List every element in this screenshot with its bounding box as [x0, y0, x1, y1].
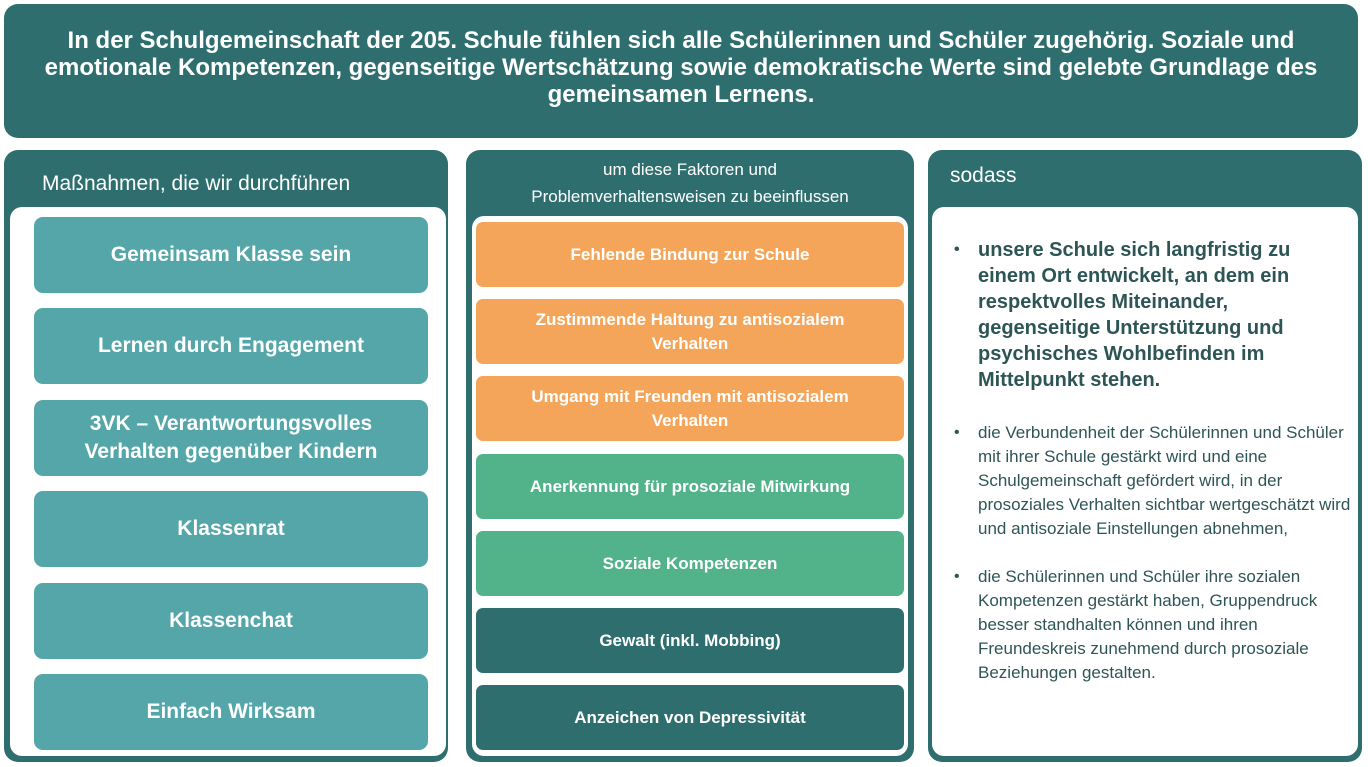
measure-item: Klassenrat — [34, 491, 428, 567]
factor-item: Soziale Kompetenzen — [476, 531, 904, 596]
bullet-dot-icon: • — [954, 241, 960, 258]
vision-text: In der Schulgemeinschaft der 205. Schule fühlen sich alle Schülerinnen und Schüler zugehörig. Soziale und emotionale Kompetenzen, gegenseitige Wertschätzung sowie demokratische Werte sind gelebte Grundlage des gemeinsamen Lernens. — [44, 26, 1318, 108]
measures-panel — [4, 150, 448, 762]
outcome-bullet: • unsere Schule sich langfristig zu einem Ort entwickelt, an dem ein respektvolles Miteinander, gegenseitige Unterstützung und psychisches Wohlbefinden im Mittelpunkt stehen. — [954, 239, 1291, 391]
bullet-dot-icon: • — [954, 424, 960, 441]
outcomes-list — [952, 237, 1352, 685]
outcomes-box — [932, 207, 1358, 756]
measures-list — [10, 207, 446, 756]
factor-item: Fehlende Bindung zur Schule — [476, 222, 904, 287]
factor-item: Zustimmende Haltung zu antisozialem Verhalten — [476, 299, 904, 364]
measure-item: 3VK – Verantwortungsvolles Verhalten gegenüber Kindern — [34, 400, 428, 476]
vision-banner — [4, 4, 1358, 138]
measure-item: Gemeinsam Klasse sein — [34, 217, 428, 293]
measure-item: Einfach Wirksam — [34, 674, 428, 750]
factor-item: Gewalt (inkl. Mobbing) — [476, 608, 904, 673]
measures-header: Maßnahmen, die wir durchführen — [42, 172, 351, 195]
factor-item: Anerkennung für prosoziale Mitwirkung — [476, 454, 904, 519]
outcome-bullet: • die Schülerinnen und Schüler ihre sozialen Kompetenzen gestärkt haben, Gruppendruck besser standhalten können und ihren Freundeskreis zunehmend durch prosoziale Beziehungen gestalten. — [954, 567, 1318, 682]
measure-item: Klassenchat — [34, 583, 428, 659]
bullet-dot-icon: • — [954, 568, 960, 585]
factor-item: Umgang mit Freunden mit antisozialem Verhalten — [476, 376, 904, 441]
factors-panel — [466, 150, 914, 762]
factors-list — [472, 216, 908, 756]
outcome-bullet: • die Verbundenheit der Schülerinnen und Schüler mit ihrer Schule gestärkt wird und eine Schulgemeinschaft gefördert wird, in der prosoziales Verhalten sichtbar wertgeschätzt wird und antisoziale Einstellungen abnehmen, — [954, 423, 1351, 538]
outcomes-header: sodass — [950, 164, 1017, 187]
measure-item: Lernen durch Engagement — [34, 308, 428, 384]
outcomes-panel — [928, 150, 1362, 762]
factors-header: um diese Faktoren und Problemverhaltensweisen zu beeinflussen — [531, 160, 849, 206]
factor-item: Anzeichen von Depressivität — [476, 685, 904, 750]
